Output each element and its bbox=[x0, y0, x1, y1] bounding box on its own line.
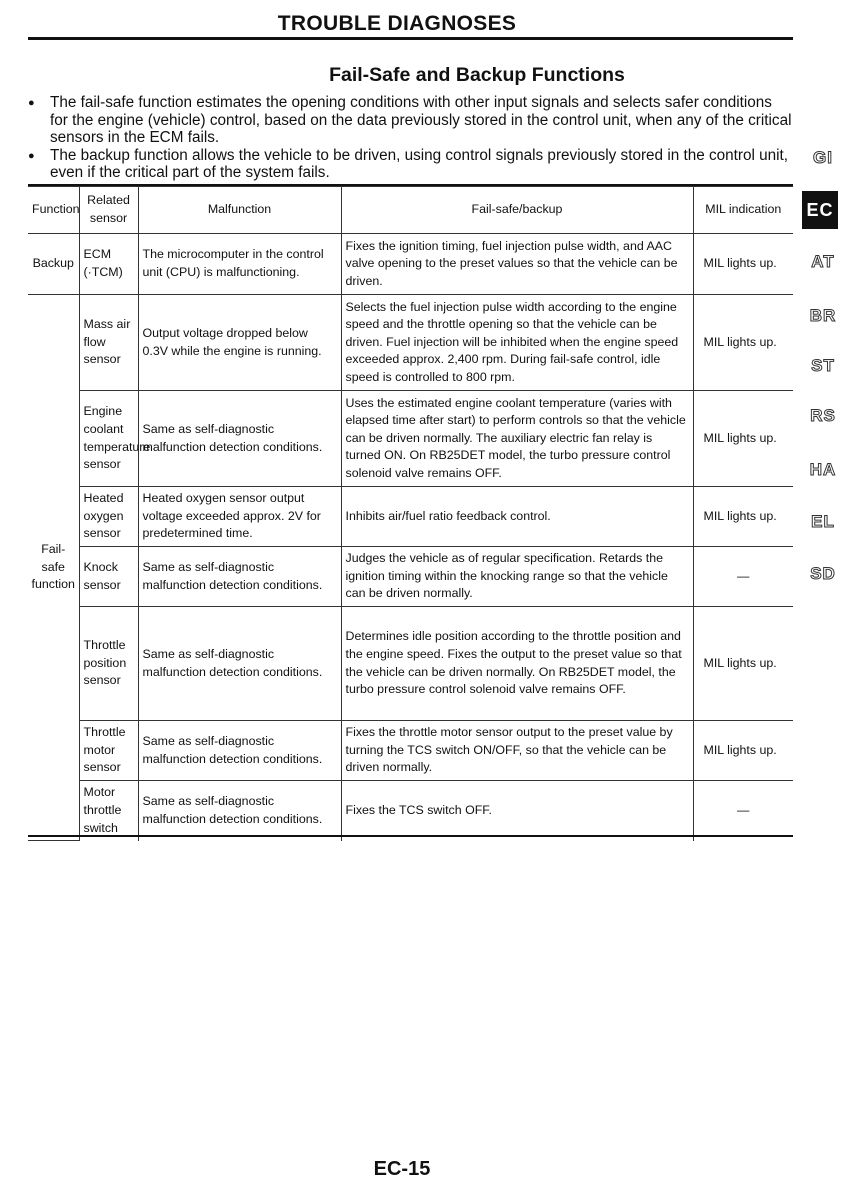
header-mil-indication: MIL indication bbox=[693, 187, 793, 234]
row-failsafe: Fixes the ignition timing, fuel injection pulse width, and AAC valve opening to the preset values so that the vehicle can be driven. bbox=[341, 234, 693, 295]
tab-gi[interactable]: GI bbox=[813, 148, 833, 167]
row-mil: MIL lights up. bbox=[693, 391, 793, 487]
row-sensor: ECM (·TCM) bbox=[79, 234, 138, 295]
row-failsafe: Uses the estimated engine coolant temperature (varies with elapsed time after start) to perform controls so that the vehicle can be driven normally. The auxiliary electric fan relay is turned ON. On RB25DET model, the turbo pressure control solenoid valve remains OFF. bbox=[341, 391, 693, 487]
row-mil: MIL lights up. bbox=[693, 295, 793, 391]
table-row bbox=[28, 721, 793, 781]
table-bottom-rule bbox=[28, 835, 793, 837]
row-malfunction: Heated oxygen sensor output voltage exceeded approx. 2V for predetermined time. bbox=[138, 487, 341, 547]
header-related-sensor: Related sensor bbox=[79, 187, 138, 234]
row-mil: MIL lights up. bbox=[693, 487, 793, 547]
tab-ec[interactable]: EC bbox=[802, 191, 838, 229]
row-failsafe: Selects the fuel injection pulse width according to the engine speed and the throttle opening so that the vehicle can be driven. Fuel injection will be inhibited when the engine speed exceeded approx. 2,400 rpm. During fail-safe control, idle speed is controlled to 800 rpm. bbox=[341, 295, 693, 391]
section-title: Fail-Safe and Backup Functions bbox=[329, 64, 625, 86]
row-failsafe: Determines idle position according to the throttle position and the engine speed. Fixes the output to the preset value so that the vehicle can be driven normally. On RB25DET model, the turbo pressure control solenoid valve remains OFF. bbox=[341, 607, 693, 721]
row-failsafe: Fixes the throttle motor sensor output to the preset value by turning the TCS switch ON/OFF, so that the vehicle can be driven normally. bbox=[341, 721, 693, 781]
table-row bbox=[28, 607, 793, 721]
tab-rs[interactable]: RS bbox=[810, 406, 836, 425]
table-row bbox=[28, 547, 793, 607]
table-header-row bbox=[28, 187, 793, 234]
row-malfunction: Same as self-diagnostic malfunction detection conditions. bbox=[138, 781, 341, 841]
page-header-title: TROUBLE DIAGNOSES bbox=[277, 12, 517, 35]
group-failsafe: Fail-safe function bbox=[28, 295, 79, 841]
row-sensor: Knock sensor bbox=[79, 547, 138, 607]
row-malfunction: Same as self-diagnostic malfunction detection conditions. bbox=[138, 721, 341, 781]
tab-el[interactable]: EL bbox=[811, 512, 835, 531]
tab-st[interactable]: ST bbox=[811, 356, 835, 375]
row-malfunction: Same as self-diagnostic malfunction detection conditions. bbox=[138, 547, 341, 607]
tab-ha[interactable]: HA bbox=[809, 460, 837, 479]
row-malfunction: Same as self-diagnostic malfunction detection conditions. bbox=[138, 391, 341, 487]
row-failsafe: Fixes the TCS switch OFF. bbox=[341, 781, 693, 841]
row-failsafe: Inhibits air/fuel ratio feedback control. bbox=[341, 487, 693, 547]
row-mil: MIL lights up. bbox=[693, 721, 793, 781]
header-failsafe-backup: Fail-safe/backup bbox=[341, 187, 693, 234]
tab-at[interactable]: AT bbox=[811, 252, 835, 271]
table-row bbox=[28, 295, 793, 391]
row-malfunction: The microcomputer in the control unit (CPU) is malfunctioning. bbox=[138, 234, 341, 295]
row-sensor: Throttle position sensor bbox=[79, 607, 138, 721]
row-malfunction: Output voltage dropped below 0.3V while the engine is running. bbox=[138, 295, 341, 391]
group-backup: Backup bbox=[28, 234, 79, 295]
bullet-backup: ● The backup function allows the vehicle to be driven, using control signals previously stored in the control unit, even if the critical part of the system fails. bbox=[28, 147, 794, 182]
row-malfunction: Same as self-diagnostic malfunction detection conditions. bbox=[138, 607, 341, 721]
table-row bbox=[28, 391, 793, 487]
header-rule bbox=[28, 37, 793, 40]
row-sensor: Heated oxygen sensor bbox=[79, 487, 138, 547]
header-function: Function bbox=[28, 187, 79, 234]
row-sensor: Engine coolant temperature sensor bbox=[79, 391, 138, 487]
row-mil: — bbox=[693, 781, 793, 841]
row-sensor: Throttle motor sensor bbox=[79, 721, 138, 781]
failsafe-table bbox=[28, 186, 793, 841]
page-number: EC-15 bbox=[373, 1158, 431, 1180]
row-failsafe: Judges the vehicle as of regular specification. Retards the ignition timing within the knocking range so that the vehicle can be driven normally. bbox=[341, 547, 693, 607]
bullet-failsafe: ● The fail-safe function estimates the opening conditions with other input signals and selects safer conditions for the engine (vehicle) control, based on the data previously stored in the control unit, when any of the critical sensors in the ECM fails. bbox=[28, 94, 794, 147]
row-mil: MIL lights up. bbox=[693, 607, 793, 721]
row-mil: MIL lights up. bbox=[693, 234, 793, 295]
intro-bullet-list bbox=[28, 94, 794, 182]
row-sensor: Motor throttle switch bbox=[79, 781, 138, 841]
row-sensor: Mass air flow sensor bbox=[79, 295, 138, 391]
tab-sd[interactable]: SD bbox=[810, 564, 836, 583]
row-mil: — bbox=[693, 547, 793, 607]
tab-br[interactable]: BR bbox=[809, 306, 837, 325]
table-row bbox=[28, 487, 793, 547]
table-row bbox=[28, 781, 793, 841]
header-malfunction: Malfunction bbox=[138, 187, 341, 234]
table-row bbox=[28, 234, 793, 295]
